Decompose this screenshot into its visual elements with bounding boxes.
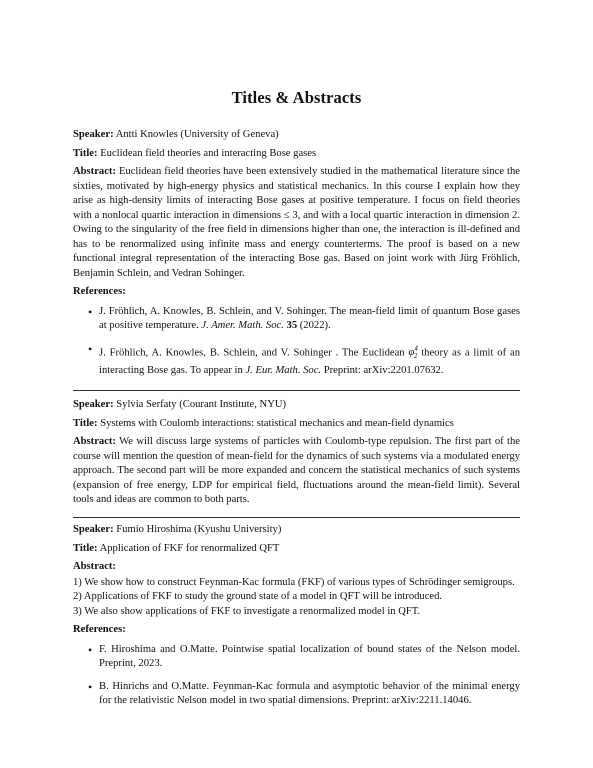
section-divider — [73, 390, 520, 391]
reference-item: • B. Hinrichs and O.Matte. Feynman-Kac formula and asymptotic behavior of the minimal energy for the relativistic Nelson model in two spatial dimensions. Preprint: arXiv:2211.14046. — [73, 680, 520, 709]
speaker-name: Sylvia Serfaty (Courant Institute, NYU) — [116, 399, 287, 410]
reference-list — [73, 305, 520, 379]
speaker-label: Speaker: — [73, 524, 114, 535]
talk-3 — [73, 523, 520, 717]
page-title: Titles & Abstracts — [231, 88, 362, 107]
abstract-label: Abstract: — [73, 561, 116, 572]
reference-list — [73, 643, 520, 709]
speaker-label: Speaker: — [73, 129, 114, 140]
speaker-name: Fumio Hiroshima (Kyushu University) — [116, 524, 282, 535]
title-label: Title: — [73, 542, 98, 554]
talk-title: Application of FKF for renormalized QFT — [99, 542, 280, 554]
references-heading: References: — [73, 624, 126, 635]
abstract-label: Abstract: — [73, 436, 116, 447]
reference-item: • J. Fröhlich, A. Knowles, B. Schlein, and V. Sohinger. The mean-field limit of quantum Bose gases at positive temperature. J. Amer. Math. Soc. 35 (2022). — [73, 305, 520, 334]
talk-2 — [73, 398, 520, 512]
abstract-label: Abstract: — [73, 166, 116, 177]
abstract-text: We will discuss large systems of particles with Coulomb-type repulsion. The first part of the course will mention the question of mean-field for the dynamics of such systems via a modulated energy approach. The second part will be more expanded and concern the statistical mechanics of such systems (expansion of free energy, LDP for empirical field, fluctuations around the mean-field limit). Several tools and ideas are common to both parts. — [73, 436, 520, 505]
references-heading: References: — [73, 286, 126, 297]
abstract-line: 2) Applications of FKF to study the ground state of a model in QFT will be introduced. — [73, 591, 443, 602]
reference-item: • F. Hiroshima and O.Matte. Pointwise spatial localization of bound states of the Nelson model. Preprint, 2023. — [73, 643, 520, 672]
talk-title: Systems with Coulomb interactions: statistical mechanics and mean-field dynamics — [100, 417, 454, 429]
title-label: Title: — [73, 417, 98, 429]
speaker-name: Antti Knowles (University of Geneva) — [115, 129, 279, 140]
title-label: Title: — [73, 147, 98, 159]
phi-symbol: $\varphi^4_2$ — [408, 344, 418, 361]
abstract-line: 1) We show how to construct Feynman-Kac formula (FKF) of various types of Schrödinger semigroups. — [73, 576, 515, 588]
talk-title: Euclidean field theories and interacting Bose gases — [100, 147, 317, 159]
reference-item: • J. Fröhlich, A. Knowles, B. Schlein, and V. Sohinger . The Euclidean $\varphi^4_2$ theory as a limit of an interacting Bose gas. To appear in J. Eur. Math. Soc. Preprint: arXiv:2201.07632. — [73, 342, 520, 379]
abstract-text: Euclidean field theories have been extensively studied in the mathematical literature since the sixties, motivated by high-energy physics and statistical mechanics. In this course I explain how they arise as high-density limits of interacting Bose gases at positive temperature. I focus on field theories with a nonlocal quartic interaction in dimensions ≤ 3, and with a local quartic interaction in dimension 2. Owing to the singularity of the free field in dimensions higher than one, the interaction is ill-defined and has to be renormalized using infinite mass and energy counterterms. The proof is based on a new functional integral representation of the interacting Bose gas. Based on joint work with Jürg Fröhlich, Benjamin Schlein, and Vedran Sohinger. — [73, 166, 520, 279]
section-divider — [73, 517, 520, 518]
abstract-line: 3) We also show applications of FKF to investigate a renormalized model in QFT. — [73, 605, 421, 617]
talk-1 — [73, 128, 520, 386]
speaker-label: Speaker: — [73, 399, 114, 410]
